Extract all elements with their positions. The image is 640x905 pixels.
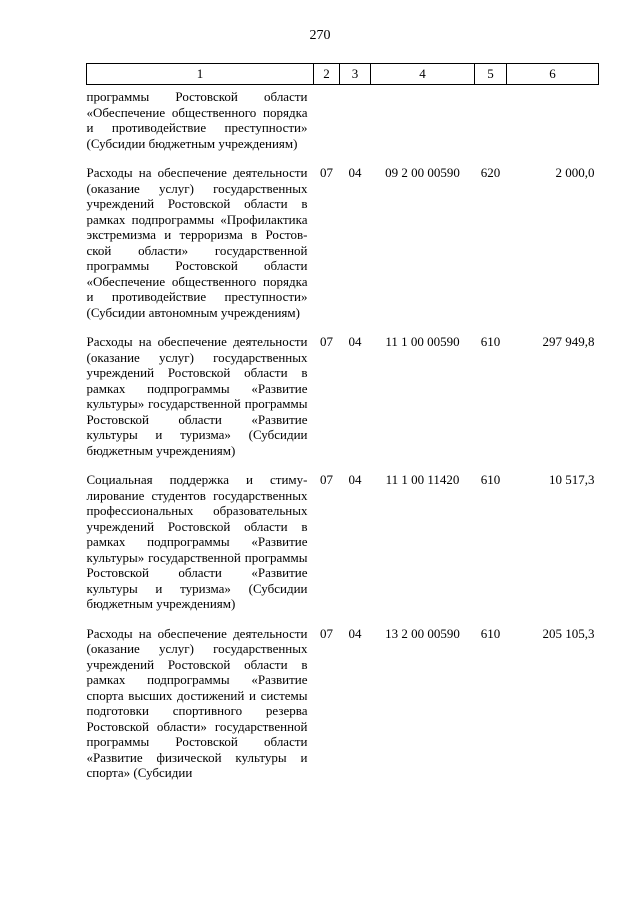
column-header: 2 (314, 64, 340, 85)
row-description: Расходы на обеспечение деятельности (оказание услуг) государственных учреждений Ростовской области в рамках подпрограммы «Развитие спорта высших достижений и системы подготовки спортивного резерва Ростовской области» государственной программы Ростовской области «Развитие физической культуры и спорта» (Субсидии (86, 625, 308, 780)
budget-table (86, 63, 599, 781)
row-amount: 205 105,3 (542, 625, 595, 641)
row-description: Расходы на обеспечение деятельности (оказание услуг) государственных учреждений Ростовской области в рамках подпрограммы «Профилактика экстремизма и терроризма в Ростовской области» государственной программы Ростовской области «Обеспечение общественного порядка и противодействие преступности» (Субсидии автономным учреждениям) (86, 165, 308, 320)
header-row (87, 64, 599, 85)
row-section: 07 (320, 334, 333, 349)
row-subsection: 04 (348, 625, 362, 641)
row-target-article: 11 1 00 00590 (385, 334, 460, 349)
row-section (314, 85, 340, 152)
row-target-article: 11 1 00 11420 (385, 472, 460, 487)
row-description: программы Ростовской области «Обеспечение общественного порядка и противодействие преступности» (Субсидии бюджетным учреждениям) (86, 89, 308, 151)
row-amount: 10 517,3 (549, 472, 595, 487)
column-header: 6 (507, 64, 599, 85)
row-expense-type: 610 (480, 334, 501, 349)
row-description: Расходы на обеспечение деятельности (оказание услуг) государственных учреждений Ростовской области в рамках подпрограммы «Развитие культуры» государственной программы Ростовской области «Развитие культуры и туризма» (Субсидии бюджетным учреждениям) (86, 334, 308, 458)
row-section: 07 (320, 165, 333, 180)
row-target-article: 09 2 00 00590 (385, 165, 460, 180)
row-target-article: 13 2 00 00590 (385, 625, 460, 641)
table-row (87, 151, 599, 320)
column-header: 4 (371, 64, 475, 85)
column-header: 3 (340, 64, 371, 85)
row-subsection (340, 85, 371, 152)
row-section: 07 (320, 472, 333, 487)
row-amount: 297 949,8 (542, 334, 595, 349)
row-expense-type: 610 (480, 472, 501, 487)
table-row (87, 320, 599, 458)
row-expense-type (475, 85, 507, 152)
table-row (87, 85, 599, 152)
row-subsection: 04 (348, 334, 362, 349)
row-expense-type: 610 (480, 625, 501, 641)
column-header: 5 (475, 64, 507, 85)
row-amount: 2 000,0 (555, 165, 595, 180)
row-target-article (371, 85, 475, 152)
page-number: 270 (309, 28, 331, 43)
row-description: Социальная поддержка и стимулирование студентов государственных профессиональных образовательных учреждений Ростовской области в рамках подпрограммы «Развитие культуры» государственной программы Ростовской области «Развитие культуры и туризма» (Субсидии бюджетным учреждениям) (86, 472, 308, 611)
row-expense-type: 620 (480, 165, 501, 180)
table-row (87, 458, 599, 612)
table-row (87, 612, 599, 781)
column-header: 1 (87, 64, 314, 85)
row-subsection: 04 (348, 165, 362, 180)
row-amount (507, 85, 599, 152)
row-subsection: 04 (348, 472, 362, 487)
row-section: 07 (320, 625, 333, 641)
